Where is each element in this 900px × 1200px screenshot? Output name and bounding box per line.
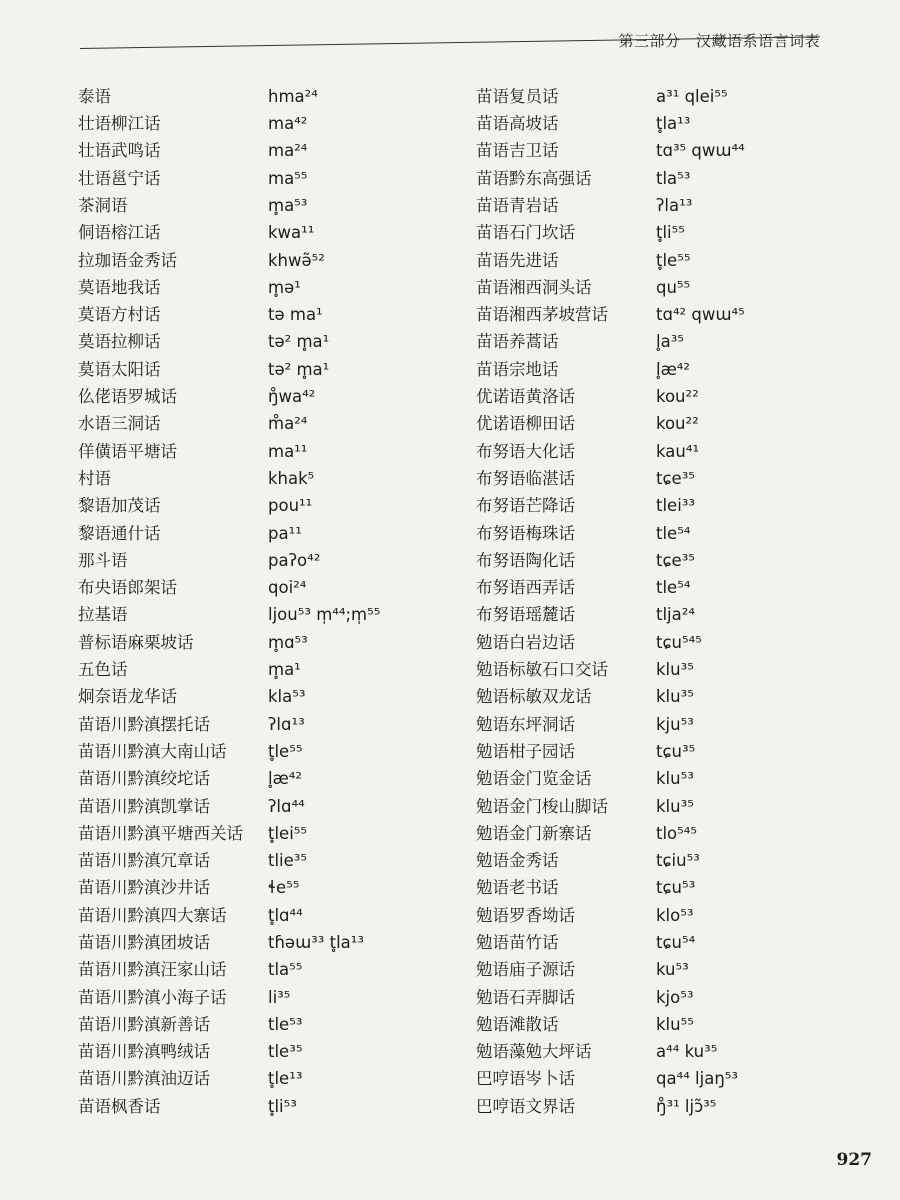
word-entry bbox=[78, 597, 478, 624]
phonetic-form: li³⁵ bbox=[268, 987, 291, 1007]
phonetic-form: tə² m̥a¹ bbox=[268, 359, 330, 379]
dialect-name: 苗语川黔滇四大寨话 bbox=[78, 905, 227, 925]
dialect-name: 优诺语柳田话 bbox=[476, 414, 575, 434]
word-entry bbox=[78, 1033, 478, 1060]
dialect-name: 勉语金门新寨话 bbox=[476, 823, 592, 843]
phonetic-form: tla⁵³ bbox=[656, 168, 691, 188]
phonetic-form: kwa¹¹ bbox=[268, 223, 315, 243]
word-entry bbox=[78, 406, 478, 433]
word-entry bbox=[78, 1088, 478, 1115]
dialect-name: 苗语养蒿话 bbox=[476, 332, 559, 352]
phonetic-form: qoi²⁴ bbox=[268, 578, 307, 598]
word-entry bbox=[476, 1061, 876, 1088]
dialect-name: 壮语柳江话 bbox=[78, 114, 161, 134]
dialect-name: 普标语麻栗坡话 bbox=[78, 632, 194, 652]
phonetic-form: tɦəɯ³³ t̥la¹³ bbox=[268, 933, 365, 952]
phonetic-form: a⁴⁴ ku³⁵ bbox=[656, 1042, 718, 1062]
dialect-name: 仫佬语罗城话 bbox=[78, 387, 177, 407]
word-entry bbox=[476, 133, 876, 160]
word-entry bbox=[78, 460, 478, 487]
word-entry bbox=[78, 842, 478, 869]
phonetic-form: kjo⁵³ bbox=[656, 987, 694, 1007]
dialect-name: 苗语川黔滇汪家山话 bbox=[78, 960, 227, 980]
dialect-name: 苗语高坡话 bbox=[476, 114, 559, 134]
phonetic-form: ma⁴² bbox=[268, 114, 308, 134]
word-entry bbox=[476, 870, 876, 897]
word-entry bbox=[476, 651, 876, 678]
word-entry bbox=[476, 214, 876, 241]
phonetic-form: klu⁵⁵ bbox=[656, 1014, 694, 1034]
dialect-name: 那斗语 bbox=[78, 550, 128, 570]
dialect-name: 苗语川黔滇鸭绒话 bbox=[78, 1042, 210, 1062]
dialect-name: 勉语白岩边话 bbox=[476, 632, 575, 652]
phonetic-form: hma²⁴ bbox=[268, 86, 318, 106]
phonetic-form: t̥lɑ⁴⁴ bbox=[268, 905, 303, 925]
phonetic-form: ŋ̊wa⁴² bbox=[268, 387, 316, 407]
phonetic-form: tle⁵⁴ bbox=[656, 578, 691, 598]
word-entry bbox=[78, 979, 478, 1006]
dialect-name: 莫语地我话 bbox=[78, 277, 161, 297]
dialect-name: 炯奈语龙华话 bbox=[78, 687, 177, 707]
running-head: 第三部分 汉藏语系语言词表 bbox=[618, 32, 820, 50]
dialect-name: 黎语通什话 bbox=[78, 523, 161, 543]
phonetic-form: t̥le⁵⁵ bbox=[656, 250, 691, 270]
phonetic-form: kou²² bbox=[656, 387, 699, 407]
phonetic-form: tlei³³ bbox=[656, 496, 696, 516]
word-entry bbox=[78, 133, 478, 160]
word-entry bbox=[476, 433, 876, 460]
phonetic-form: ɬe⁵⁵ bbox=[268, 878, 300, 898]
word-entry bbox=[476, 1006, 876, 1033]
word-entry bbox=[78, 433, 478, 460]
phonetic-form: t̥le¹³ bbox=[268, 1069, 303, 1089]
word-entry bbox=[476, 706, 876, 733]
word-entry bbox=[476, 1033, 876, 1060]
phonetic-form: tɑ³⁵ qwɯ⁴⁴ bbox=[656, 141, 745, 161]
word-entry bbox=[476, 597, 876, 624]
phonetic-form: tɕe³⁵ bbox=[656, 550, 695, 570]
dialect-name: 拉珈语金秀话 bbox=[78, 250, 177, 270]
word-entry bbox=[78, 324, 478, 351]
dialect-name: 莫语拉柳话 bbox=[78, 332, 161, 352]
dialect-name: 布央语郎架话 bbox=[78, 578, 177, 598]
dialect-name: 布努语芒降话 bbox=[476, 496, 575, 516]
dialect-name: 苗语川黔滇小海子话 bbox=[78, 987, 227, 1007]
phonetic-form: pou¹¹ bbox=[268, 496, 313, 516]
dialect-name: 勉语标敏双龙话 bbox=[476, 687, 592, 707]
phonetic-form: kau⁴¹ bbox=[656, 441, 700, 461]
phonetic-form: ʔla¹³ bbox=[656, 195, 693, 215]
dialect-name: 壮语武鸣话 bbox=[78, 141, 161, 161]
phonetic-form: t̥li⁵⁵ bbox=[656, 223, 685, 243]
dialect-name: 村语 bbox=[78, 468, 111, 488]
dialect-name: 勉语柑子园话 bbox=[476, 741, 575, 761]
phonetic-form: tlo⁵⁴⁵ bbox=[656, 823, 697, 843]
word-entry bbox=[476, 78, 876, 105]
dialect-name: 巴哼语岑卜话 bbox=[476, 1069, 575, 1089]
dialect-name: 泰语 bbox=[78, 86, 111, 106]
dialect-name: 布努语陶化话 bbox=[476, 550, 575, 570]
phonetic-form: klu³⁵ bbox=[656, 796, 694, 816]
dialect-name: 布努语大化话 bbox=[476, 441, 575, 461]
word-entry bbox=[476, 897, 876, 924]
word-entry bbox=[78, 515, 478, 542]
word-entry bbox=[78, 952, 478, 979]
dialect-name: 苗语川黔滇凯掌话 bbox=[78, 796, 210, 816]
phonetic-form: kju⁵³ bbox=[656, 714, 694, 734]
dialect-name: 勉语金门览金话 bbox=[476, 769, 592, 789]
word-entry bbox=[476, 105, 876, 132]
word-entry bbox=[476, 569, 876, 596]
phonetic-form: tɑ⁴² qwɯ⁴⁵ bbox=[656, 305, 745, 325]
dialect-name: 苗语川黔滇新善话 bbox=[78, 1014, 210, 1034]
word-entry bbox=[476, 952, 876, 979]
phonetic-form: tɕu⁵³ bbox=[656, 878, 696, 898]
word-entry bbox=[78, 214, 478, 241]
dialect-name: 苗语川黔滇油迈话 bbox=[78, 1069, 210, 1089]
dialect-name: 勉语石弄脚话 bbox=[476, 987, 575, 1007]
word-entry bbox=[78, 760, 478, 787]
dialect-name: 苗语青岩话 bbox=[476, 195, 559, 215]
right-column bbox=[476, 78, 876, 1115]
word-entry bbox=[476, 487, 876, 514]
phonetic-form: klu⁵³ bbox=[656, 769, 694, 789]
dialect-name: 苗语湘西洞头话 bbox=[476, 277, 592, 297]
word-entry bbox=[476, 842, 876, 869]
dialect-name: 勉语老书话 bbox=[476, 878, 559, 898]
dialect-name: 苗语川黔滇摆托话 bbox=[78, 714, 210, 734]
phonetic-form: l̥a³⁵ bbox=[656, 332, 684, 352]
phonetic-form: ŋ̊³¹ ljɔ̃³⁵ bbox=[656, 1096, 717, 1116]
word-entry bbox=[78, 378, 478, 405]
dialect-name: 壮语邕宁话 bbox=[78, 168, 161, 188]
dialect-name: 侗语榕江话 bbox=[78, 223, 161, 243]
word-entry bbox=[476, 324, 876, 351]
dialect-name: 苗语宗地话 bbox=[476, 359, 559, 379]
word-entry bbox=[78, 542, 478, 569]
word-entry bbox=[78, 788, 478, 815]
word-entry bbox=[476, 733, 876, 760]
dialect-name: 勉语滩散话 bbox=[476, 1014, 559, 1034]
page-number: 927 bbox=[836, 1150, 872, 1170]
word-entry bbox=[476, 924, 876, 951]
phonetic-form: tle³⁵ bbox=[268, 1042, 303, 1062]
phonetic-form: l̥æ⁴² bbox=[656, 359, 691, 379]
phonetic-form: tə ma¹ bbox=[268, 305, 323, 325]
phonetic-form: klu³⁵ bbox=[656, 660, 694, 680]
phonetic-form: tla⁵⁵ bbox=[268, 960, 303, 980]
word-entry bbox=[78, 870, 478, 897]
phonetic-form: m̥a⁵³ bbox=[268, 195, 308, 215]
dialect-name: 苗语湘西茅坡营话 bbox=[476, 305, 608, 325]
dialect-name: 勉语金门梭山脚话 bbox=[476, 796, 608, 816]
phonetic-form: ljou⁵³ m̩⁴⁴;m̩⁵⁵ bbox=[268, 605, 381, 625]
dialect-name: 苗语石门坎话 bbox=[476, 223, 575, 243]
dialect-name: 苗语川黔滇大南山话 bbox=[78, 741, 227, 761]
dialect-name: 巴哼语文界话 bbox=[476, 1096, 575, 1116]
dialect-name: 苗语川黔滇沙井话 bbox=[78, 878, 210, 898]
dialect-name: 苗语川黔滇团坡话 bbox=[78, 933, 210, 952]
dialect-name: 五色话 bbox=[78, 660, 128, 680]
phonetic-form: tɕu³⁵ bbox=[656, 741, 696, 761]
phonetic-form: tə² m̥a¹ bbox=[268, 332, 330, 352]
phonetic-form: t̥lei⁵⁵ bbox=[268, 823, 308, 843]
phonetic-form: tɕiu⁵³ bbox=[656, 851, 700, 871]
dialect-name: 茶洞语 bbox=[78, 195, 128, 215]
phonetic-form: m̥a¹ bbox=[268, 660, 301, 680]
dialect-name: 苗语黔东高强话 bbox=[476, 168, 592, 188]
word-entry bbox=[476, 351, 876, 378]
phonetic-form: tɕu⁵⁴ bbox=[656, 933, 696, 952]
phonetic-form: ku⁵³ bbox=[656, 960, 689, 980]
word-entry bbox=[78, 733, 478, 760]
dialect-name: 苗语复员话 bbox=[476, 86, 559, 106]
word-entry bbox=[78, 815, 478, 842]
phonetic-form: tlja²⁴ bbox=[656, 605, 695, 625]
dialect-name: 拉基语 bbox=[78, 605, 128, 625]
word-entry bbox=[476, 296, 876, 323]
dialect-name: 苗语吉卫话 bbox=[476, 141, 559, 161]
word-entry bbox=[476, 242, 876, 269]
word-entry bbox=[78, 105, 478, 132]
word-entry bbox=[476, 269, 876, 296]
dialect-name: 勉语庙子源话 bbox=[476, 960, 575, 980]
phonetic-form: m̊a²⁴ bbox=[268, 414, 308, 434]
phonetic-form: l̥æ⁴² bbox=[268, 769, 303, 789]
phonetic-form: tle⁵⁴ bbox=[656, 523, 691, 543]
phonetic-form: qu⁵⁵ bbox=[656, 277, 691, 297]
dialect-name: 布努语瑶麓话 bbox=[476, 605, 575, 625]
phonetic-form: klo⁵³ bbox=[656, 905, 694, 925]
dialect-name: 苗语先进话 bbox=[476, 250, 559, 270]
word-entry bbox=[476, 160, 876, 187]
dialect-name: 勉语罗香坳话 bbox=[476, 905, 575, 925]
word-entry bbox=[78, 160, 478, 187]
word-entry bbox=[476, 542, 876, 569]
phonetic-form: pa¹¹ bbox=[268, 523, 302, 543]
dialect-name: 勉语标敏石口交话 bbox=[476, 660, 608, 680]
word-entry bbox=[78, 679, 478, 706]
word-entry bbox=[78, 78, 478, 105]
word-entry bbox=[78, 351, 478, 378]
dialect-name: 勉语东坪洞话 bbox=[476, 714, 575, 734]
phonetic-form: paʔo⁴² bbox=[268, 550, 321, 570]
dialect-name: 苗语枫香话 bbox=[78, 1096, 161, 1116]
phonetic-form: ʔlɑ⁴⁴ bbox=[268, 796, 305, 816]
phonetic-form: kla⁵³ bbox=[268, 687, 306, 707]
word-entry bbox=[476, 760, 876, 787]
word-entry bbox=[78, 296, 478, 323]
phonetic-form: ma⁵⁵ bbox=[268, 168, 308, 188]
word-entry bbox=[78, 651, 478, 678]
word-entry bbox=[476, 187, 876, 214]
word-entry bbox=[476, 815, 876, 842]
dialect-name: 布努语临湛话 bbox=[476, 468, 575, 488]
phonetic-form: t̥le⁵⁵ bbox=[268, 741, 303, 761]
phonetic-form: tlie³⁵ bbox=[268, 851, 308, 871]
dialect-name: 莫语太阳话 bbox=[78, 359, 161, 379]
dialect-name: 优诺语黄洛话 bbox=[476, 387, 575, 407]
word-entry bbox=[78, 569, 478, 596]
left-column bbox=[78, 78, 478, 1115]
dialect-name: 苗语川黔滇冗章话 bbox=[78, 851, 210, 871]
word-entry bbox=[78, 487, 478, 514]
word-entry bbox=[78, 706, 478, 733]
phonetic-form: tɕe³⁵ bbox=[656, 468, 695, 488]
phonetic-form: ma²⁴ bbox=[268, 141, 308, 161]
dialect-name: 黎语加茂话 bbox=[78, 496, 161, 516]
word-entry bbox=[476, 1088, 876, 1115]
dialect-name: 勉语金秀话 bbox=[476, 851, 559, 871]
phonetic-form: qa⁴⁴ ljaŋ⁵³ bbox=[656, 1069, 739, 1089]
phonetic-form: klu³⁵ bbox=[656, 687, 694, 707]
word-entry bbox=[476, 788, 876, 815]
phonetic-form: t̥li⁵³ bbox=[268, 1096, 297, 1116]
word-entry bbox=[476, 515, 876, 542]
dialect-name: 水语三洞话 bbox=[78, 414, 161, 434]
word-entry bbox=[78, 924, 478, 951]
word-entry bbox=[78, 624, 478, 651]
word-entry bbox=[476, 406, 876, 433]
phonetic-form: khwə̃⁵² bbox=[268, 250, 325, 270]
phonetic-form: khak⁵ bbox=[268, 468, 315, 488]
dialect-name: 布努语梅珠话 bbox=[476, 523, 575, 543]
dialect-name: 苗语川黔滇平塘西关话 bbox=[78, 823, 243, 843]
dialect-name: 佯僙语平塘话 bbox=[78, 441, 177, 461]
phonetic-form: m̥ɑ⁵³ bbox=[268, 632, 308, 652]
word-entry bbox=[476, 979, 876, 1006]
word-entry bbox=[476, 679, 876, 706]
dialect-name: 布努语西弄话 bbox=[476, 578, 575, 598]
word-entry bbox=[78, 187, 478, 214]
dialect-name: 勉语苗竹话 bbox=[476, 933, 559, 952]
word-entry bbox=[476, 460, 876, 487]
dialect-name: 苗语川黔滇绞坨话 bbox=[78, 769, 210, 789]
dialect-name: 莫语方村话 bbox=[78, 305, 161, 325]
phonetic-form: tɕu⁵⁴⁵ bbox=[656, 632, 702, 652]
word-entry bbox=[78, 269, 478, 296]
word-entry bbox=[78, 1061, 478, 1088]
phonetic-form: a³¹ qlei⁵⁵ bbox=[656, 86, 728, 106]
word-entry bbox=[78, 242, 478, 269]
phonetic-form: ʔlɑ¹³ bbox=[268, 714, 305, 734]
dialect-name: 勉语藻勉大坪话 bbox=[476, 1042, 592, 1062]
word-entry bbox=[476, 378, 876, 405]
phonetic-form: ma¹¹ bbox=[268, 441, 308, 461]
word-entry bbox=[78, 897, 478, 924]
phonetic-form: m̥ə¹ bbox=[268, 277, 301, 297]
phonetic-form: kou²² bbox=[656, 414, 699, 434]
phonetic-form: tle⁵³ bbox=[268, 1014, 303, 1034]
word-entry bbox=[476, 624, 876, 651]
phonetic-form: t̥la¹³ bbox=[656, 114, 691, 134]
word-entry bbox=[78, 1006, 478, 1033]
